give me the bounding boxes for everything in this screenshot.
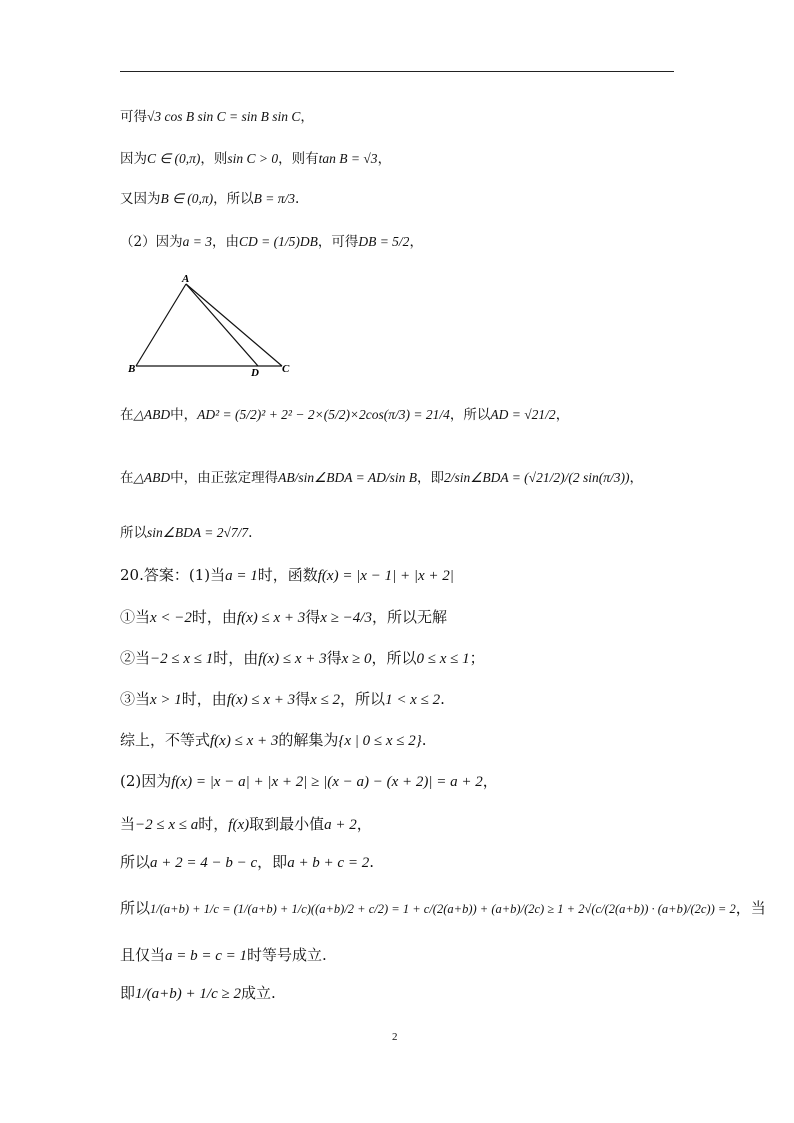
text: 因为 — [120, 151, 147, 167]
math-expression: C ∈ (0,π) — [147, 151, 201, 166]
math-expression: f(x) — [228, 817, 250, 833]
text: ， — [409, 234, 423, 250]
line-1 — [120, 108, 314, 126]
text: 时， — [198, 815, 229, 833]
text: ，当 — [735, 899, 766, 917]
math-expression: tan B = √3 — [318, 151, 378, 166]
text: . — [421, 731, 427, 749]
math-expression: DB = 5/2 — [358, 234, 410, 249]
text: 且仅当 — [120, 946, 166, 964]
line-16 — [120, 899, 766, 918]
math-expression: 0 ≤ x ≤ 1 — [416, 651, 470, 667]
line-13 — [120, 772, 498, 791]
text: . — [369, 853, 374, 871]
math-expression: 1/(a+b) + 1/c ≥ 2 — [135, 986, 241, 1002]
text: 可得 — [120, 109, 147, 125]
line-14 — [120, 815, 372, 834]
text: ； — [469, 649, 485, 667]
text: ， — [300, 109, 314, 125]
math-expression: 1/(a+b) + 1/c = (1/(a+b) + 1/c)((a+b)/2 + c/2) = 1 + c/(2(a+b)) + (a+b)/(2c) ≥ 1 + 2√(c/(2(a+b)) · (a+b)/(2c)) = 2 — [150, 902, 736, 916]
line-10 — [120, 649, 485, 668]
text: 得 — [295, 690, 311, 708]
math-expression: CD = (1/5)DB — [238, 234, 318, 249]
text: 即 — [120, 984, 136, 1002]
math-expression: {x | 0 ≤ x ≤ 2} — [338, 733, 422, 749]
math-expression: f(x) ≤ x + 3 — [258, 651, 327, 667]
math-expression: −2 ≤ x ≤ 1 — [150, 651, 214, 667]
side-ab — [136, 284, 186, 366]
text: ， — [377, 151, 392, 167]
text: 的解集为 — [278, 731, 339, 749]
text: ，所以 — [213, 191, 254, 207]
text: 成立. — [240, 984, 276, 1002]
math-expression: a = 3 — [182, 234, 212, 249]
text: 综上，不等式 — [120, 731, 211, 749]
text: ， — [356, 815, 372, 833]
line-2 — [120, 150, 391, 168]
text: . — [248, 525, 253, 541]
text: 在 — [120, 407, 134, 423]
math-expression: √3 cos B sin C = sin B sin C — [147, 109, 301, 124]
vertex-label-c: C — [282, 363, 290, 375]
text: 取到最小值 — [249, 815, 325, 833]
math-expression: f(x) ≤ x + 3 — [226, 692, 296, 708]
text: 时等号成立. — [247, 946, 327, 964]
text: 中， — [170, 407, 198, 423]
text: ①当 — [120, 608, 151, 626]
math-expression: x ≥ −4/3 — [320, 610, 372, 626]
line-18 — [120, 984, 276, 1003]
math-expression: f(x) ≤ x + 3 — [236, 610, 306, 626]
math-expression: f(x) ≤ x + 3 — [210, 733, 279, 749]
segment-ad — [186, 284, 258, 366]
side-ac — [186, 284, 282, 366]
math-expression: a = b = c = 1 — [165, 948, 248, 964]
math-expression: f(x) = |x − a| + |x + 2| ≥ |(x − a) − (x + 2)| = a + 2 — [171, 774, 483, 790]
line-9 — [120, 608, 447, 627]
triangle-figure — [124, 272, 304, 380]
math-expression: AD² = (5/2)² + 2² − 2×(5/2)×2cos(π/3) = 21/4 — [197, 407, 450, 422]
text: 20.答案：(1)当 — [120, 566, 226, 584]
text: . — [440, 690, 445, 708]
text: 时，由 — [191, 608, 237, 626]
text: 中，由正弦定理得 — [170, 470, 279, 486]
line-8 — [120, 566, 454, 585]
line-15 — [120, 853, 374, 872]
line-6 — [120, 469, 643, 487]
text: ③当 — [120, 690, 151, 708]
text: 时，由 — [181, 690, 227, 708]
text: ，可得 — [317, 234, 359, 250]
math-expression: f(x) = |x − 1| + |x + 2| — [317, 568, 454, 584]
line-7 — [120, 524, 252, 542]
math-expression: 2/sin∠BDA = (√21/2)/(2 sin(π/3)) — [443, 470, 630, 485]
text: 得 — [305, 608, 321, 626]
text: 当 — [120, 815, 136, 833]
line-17 — [120, 946, 327, 965]
text: ，由 — [211, 234, 239, 250]
math-expression: x < −2 — [150, 610, 192, 626]
math-expression: sin∠BDA = 2√7/7 — [147, 525, 249, 540]
point-label-d: D — [251, 367, 259, 379]
text: ，所以 — [449, 407, 491, 423]
text: 在 — [120, 470, 134, 486]
vertex-label-b: B — [128, 363, 136, 375]
text: 时，由 — [213, 649, 259, 667]
text: ， — [629, 470, 643, 486]
math-expression: B ∈ (0,π) — [160, 191, 214, 206]
text: 又因为 — [120, 191, 161, 207]
line-5 — [120, 406, 569, 424]
text: ，则有 — [278, 151, 319, 167]
text: 所以 — [120, 899, 151, 917]
text: ，即 — [257, 853, 288, 871]
math-expression: a + 2 — [324, 817, 357, 833]
line-11 — [120, 690, 445, 709]
text: ，即 — [416, 470, 444, 486]
math-expression: △ABD — [133, 470, 171, 485]
math-expression: x ≥ 0 — [341, 651, 372, 667]
text: ，则 — [200, 151, 228, 167]
line-12 — [120, 731, 427, 750]
text: ， — [482, 772, 498, 790]
vertex-label-a: A — [182, 273, 190, 285]
text: 得 — [326, 649, 342, 667]
text: (2)因为 — [120, 772, 172, 790]
math-expression: AB/sin∠BDA = AD/sin B — [278, 470, 417, 485]
math-expression: B = π/3 — [253, 191, 296, 206]
math-expression: a + b + c = 2 — [287, 855, 370, 871]
math-expression: −2 ≤ x ≤ a — [135, 817, 199, 833]
text: 时，函数 — [257, 566, 318, 584]
page-number: 2 — [392, 1031, 398, 1043]
text: 所以 — [120, 525, 147, 541]
math-expression: AD = √21/2 — [490, 407, 556, 422]
math-expression: x ≤ 2 — [310, 692, 341, 708]
math-expression: △ABD — [133, 407, 171, 422]
math-expression: 1 < x ≤ 2 — [385, 692, 441, 708]
text: 所以 — [120, 853, 151, 871]
math-expression: x > 1 — [150, 692, 182, 708]
text: . — [295, 191, 300, 207]
math-expression: a + 2 = 4 − b − c — [150, 855, 258, 871]
line-3 — [120, 190, 299, 208]
text: ，所以 — [340, 690, 386, 708]
text: ，所以无解 — [371, 608, 447, 626]
header-rule — [120, 71, 674, 72]
text: ， — [555, 407, 570, 423]
text: ②当 — [120, 649, 151, 667]
line-4 — [120, 233, 423, 251]
math-expression: a = 1 — [225, 568, 258, 584]
text: （2）因为 — [120, 234, 183, 250]
math-expression: sin C > 0 — [227, 151, 279, 166]
text: ，所以 — [371, 649, 417, 667]
